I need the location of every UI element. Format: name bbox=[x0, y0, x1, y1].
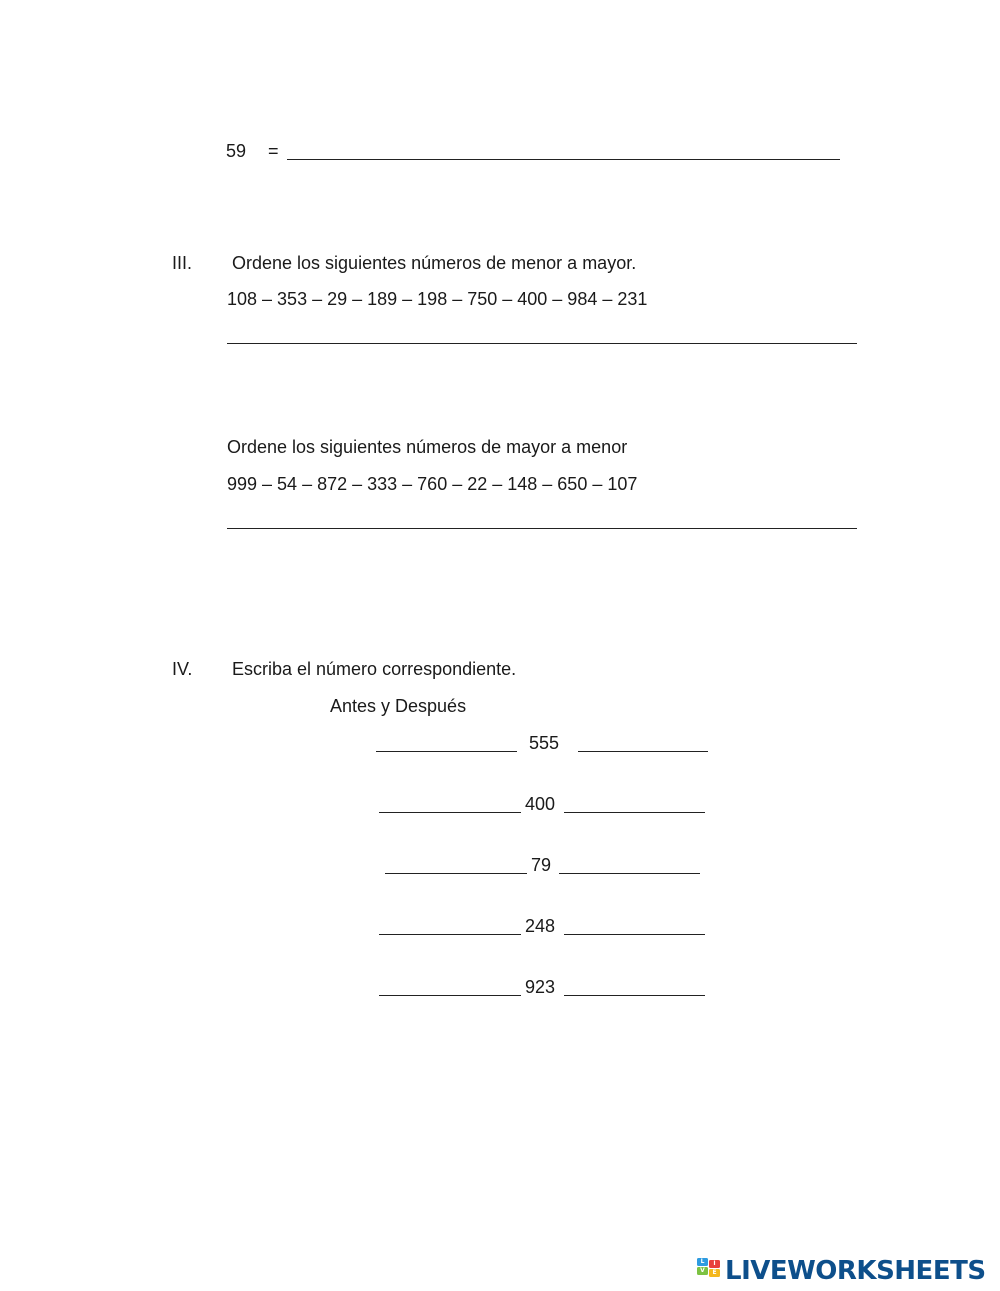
before-line[interactable] bbox=[376, 751, 517, 752]
section-iii-answer-line-asc[interactable] bbox=[227, 343, 857, 344]
logo-block-l: L bbox=[697, 1258, 708, 1266]
middle-number: 923 bbox=[525, 977, 556, 997]
logo-blocks-icon bbox=[697, 1258, 721, 1284]
after-line[interactable] bbox=[564, 995, 705, 996]
before-line[interactable] bbox=[379, 812, 521, 813]
section-iii-roman: III. bbox=[172, 253, 193, 273]
after-line[interactable] bbox=[564, 812, 705, 813]
middle-number: 555 bbox=[529, 733, 560, 753]
top-item-equals: = bbox=[268, 141, 279, 161]
top-item-number: 59 bbox=[226, 141, 247, 161]
section-iv-instruction: Escriba el número correspondiente. bbox=[232, 659, 517, 679]
middle-number: 79 bbox=[531, 855, 552, 875]
section-iv-roman: IV. bbox=[172, 659, 193, 679]
after-line[interactable] bbox=[564, 934, 705, 935]
before-line[interactable] bbox=[379, 934, 521, 935]
section-iii-numbers-desc: 999 – 54 – 872 – 333 – 760 – 22 – 148 – 650 – 107 bbox=[227, 474, 638, 494]
section-iii-instruction-desc: Ordene los siguientes números de mayor a menor bbox=[227, 437, 628, 457]
middle-number: 400 bbox=[525, 794, 556, 814]
logo-block-i: I bbox=[709, 1260, 720, 1268]
logo-block-e: E bbox=[709, 1269, 720, 1277]
middle-number: 248 bbox=[525, 916, 556, 936]
section-iii-numbers-asc: 108 – 353 – 29 – 189 – 198 – 750 – 400 – 984 – 231 bbox=[227, 289, 648, 309]
before-line[interactable] bbox=[379, 995, 521, 996]
after-line[interactable] bbox=[578, 751, 708, 752]
section-iii-instruction-asc: Ordene los siguientes números de menor a mayor. bbox=[232, 253, 637, 273]
after-line[interactable] bbox=[559, 873, 700, 874]
logo-block-v: V bbox=[697, 1267, 708, 1275]
section-iv-subtitle: Antes y Después bbox=[330, 696, 467, 716]
logo-text: LIVEWORKSHEETS bbox=[725, 1256, 986, 1286]
top-item-answer-line[interactable] bbox=[287, 159, 840, 160]
liveworksheets-logo bbox=[697, 1256, 986, 1286]
before-line[interactable] bbox=[385, 873, 527, 874]
section-iii-answer-line-desc[interactable] bbox=[227, 528, 857, 529]
